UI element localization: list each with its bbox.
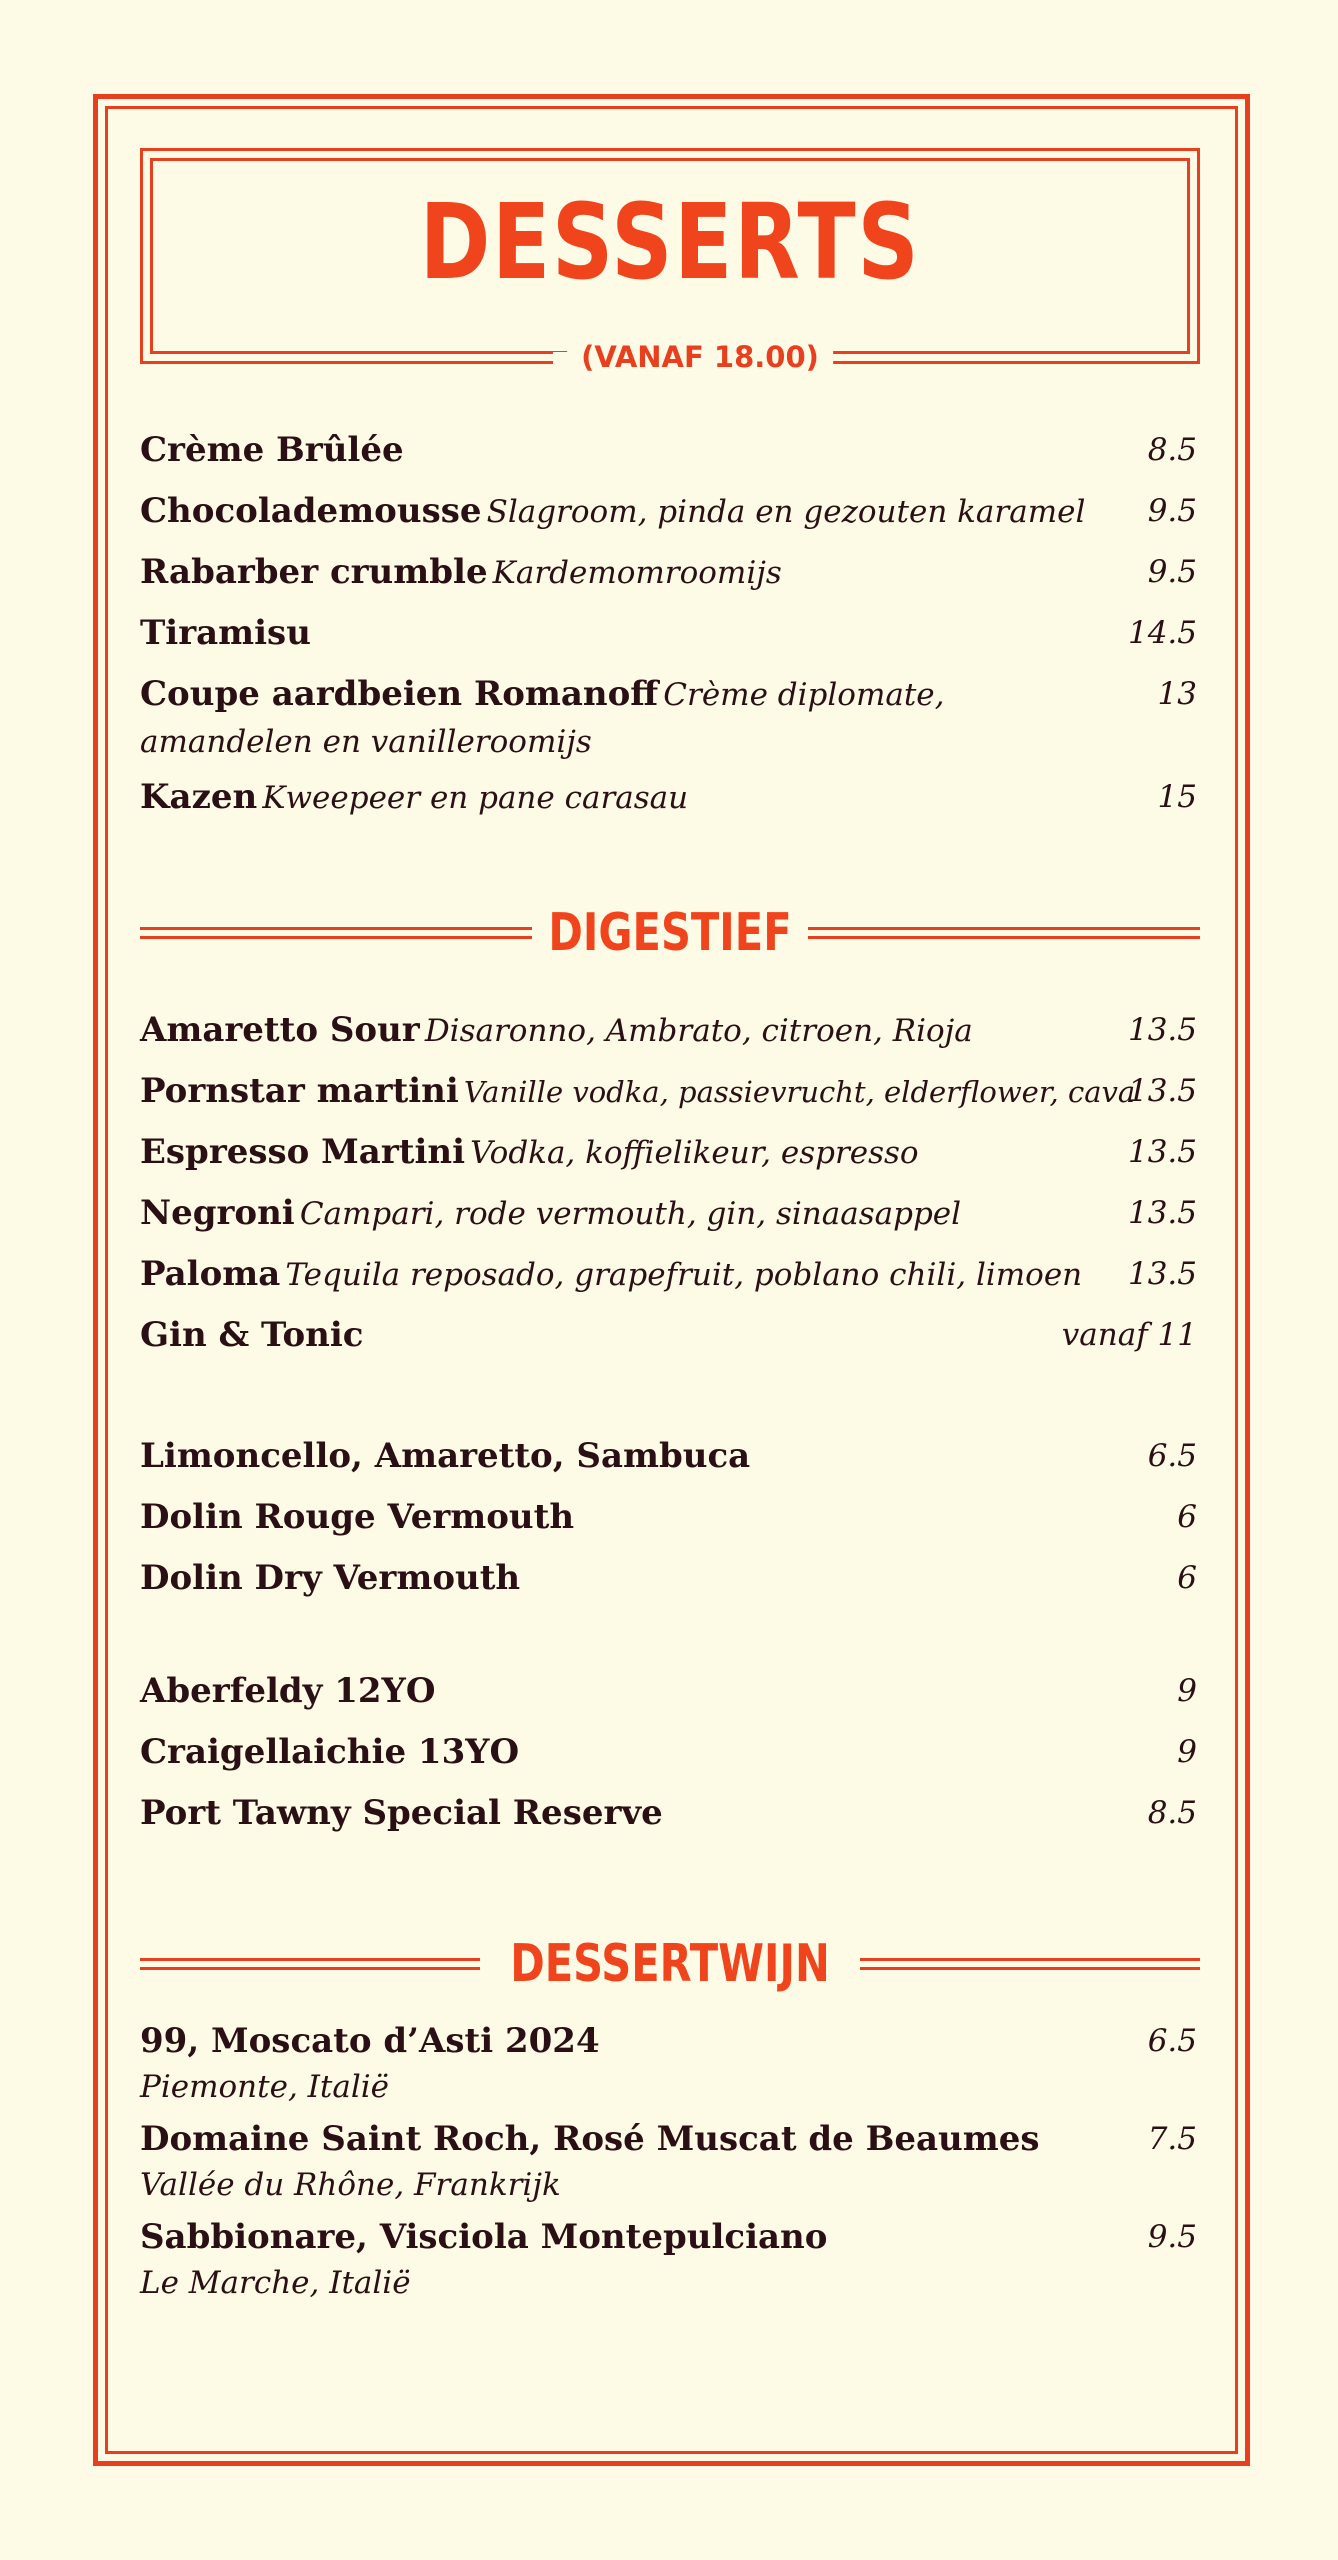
item-name: Dolin Dry Vermouth	[140, 1558, 521, 1598]
menu-item	[140, 1314, 1197, 1362]
item-price: 9.5	[1147, 2219, 1197, 2255]
item-description: Tequila reposado, grapefruit, poblano chili, limoen	[285, 1257, 1083, 1293]
item-description: Vanille vodka, passievrucht, elderflower, cava	[463, 1075, 1136, 1109]
item-name: Port Tawny Special Reserve	[140, 1793, 663, 1833]
item-name: Coupe aardbeien Romanoff	[140, 674, 659, 714]
item-name: Pornstar martini	[140, 1071, 459, 1111]
menu-item	[140, 776, 1197, 824]
item-price: 15	[1157, 779, 1197, 815]
item-description: Slagroom, pinda en gezouten karamel	[486, 494, 1086, 530]
menu-item	[140, 1731, 1197, 1779]
item-price: 14.5	[1127, 615, 1197, 651]
menu-item	[140, 1192, 1197, 1240]
page-title: DESSERTS	[419, 181, 921, 303]
menu-item	[140, 551, 1197, 599]
menu-item	[140, 1131, 1197, 1179]
section-header-digestief	[140, 903, 1200, 967]
item-name: Espresso Martini	[140, 1132, 466, 1172]
menu-item	[140, 1009, 1197, 1057]
item-description: Disaronno, Ambrato, citroen, Rioja	[424, 1013, 973, 1049]
menu-item	[140, 1670, 1197, 1718]
item-description: Campari, rode vermouth, gin, sinaasappel	[299, 1196, 962, 1232]
menu-item	[140, 1792, 1197, 1840]
item-name: Tiramisu	[140, 613, 311, 653]
menu-item	[140, 490, 1197, 538]
item-price: 6	[1177, 1560, 1197, 1596]
item-region: Le Marche, Italië	[140, 2265, 411, 2301]
item-price: 9	[1177, 1734, 1197, 1770]
menu-item	[140, 429, 1197, 477]
item-price: 13.5	[1127, 1256, 1197, 1292]
item-name: Chocolademousse	[140, 491, 482, 531]
item-description: Kweepeer en pane carasau	[262, 780, 689, 816]
item-name: Dolin Rouge Vermouth	[140, 1497, 575, 1537]
section-title: DIGESTIEF	[548, 903, 792, 963]
item-price: 9.5	[1147, 554, 1197, 590]
menu-item	[140, 612, 1197, 660]
item-name: Gin & Tonic	[140, 1315, 364, 1355]
item-region: Piemonte, Italië	[140, 2069, 390, 2105]
item-name: Crème Brûlée	[140, 430, 404, 470]
item-description: Vodka, koffielikeur, espresso	[470, 1135, 919, 1171]
item-name: Amaretto Sour	[140, 1010, 420, 1050]
item-price: 13	[1157, 676, 1197, 712]
item-price: 9.5	[1147, 493, 1197, 529]
item-price: vanaf 11	[1061, 1317, 1197, 1353]
item-name: Sabbionare, Visciola Montepulciano	[140, 2217, 828, 2257]
menu-item	[140, 1070, 1197, 1118]
item-name: Limoncello, Amaretto, Sambuca	[140, 1436, 751, 1476]
item-name: Kazen	[140, 777, 258, 817]
section-header-dessertwijn	[140, 1934, 1200, 1998]
item-price: 13.5	[1127, 1073, 1197, 1109]
item-price: 13.5	[1127, 1195, 1197, 1231]
item-name: Negroni	[140, 1193, 295, 1233]
menu-item	[140, 1557, 1197, 1605]
menu-item	[140, 2118, 1197, 2204]
menu-item	[140, 1253, 1197, 1301]
item-price: 8.5	[1147, 432, 1197, 468]
item-description: Kardemomroomijs	[492, 555, 782, 591]
menu-item	[140, 2216, 1197, 2302]
item-name: 99, Moscato d’Asti 2024	[140, 2021, 600, 2061]
item-name: Paloma	[140, 1254, 281, 1294]
item-price: 8.5	[1147, 1795, 1197, 1831]
item-name: Craigellaichie 13YO	[140, 1732, 520, 1772]
item-price: 13.5	[1127, 1134, 1197, 1170]
item-name: Rabarber crumble	[140, 552, 488, 592]
item-price: 6	[1177, 1499, 1197, 1535]
menu-item	[140, 673, 1197, 768]
page-subtitle: (VANAF 18.00)	[567, 340, 833, 374]
subtitle-wrap	[150, 340, 1190, 374]
menu-item	[140, 1496, 1197, 1544]
item-description: Crème diplomate, amandelen en vanilleroomijs	[140, 677, 945, 760]
item-name: Domaine Saint Roch, Rosé Muscat de Beaumes	[140, 2119, 1040, 2159]
menu-item	[140, 2020, 1197, 2106]
item-name: Aberfeldy 12YO	[140, 1671, 436, 1711]
section-title: DESSERTWIJN	[510, 1934, 830, 1994]
item-price: 7.5	[1147, 2121, 1197, 2157]
item-price: 9	[1177, 1673, 1197, 1709]
item-price: 6.5	[1147, 1438, 1197, 1474]
menu-item	[140, 1435, 1197, 1483]
item-price: 13.5	[1127, 1012, 1197, 1048]
item-price: 6.5	[1147, 2023, 1197, 2059]
item-region: Vallée du Rhône, Frankrijk	[140, 2167, 561, 2203]
